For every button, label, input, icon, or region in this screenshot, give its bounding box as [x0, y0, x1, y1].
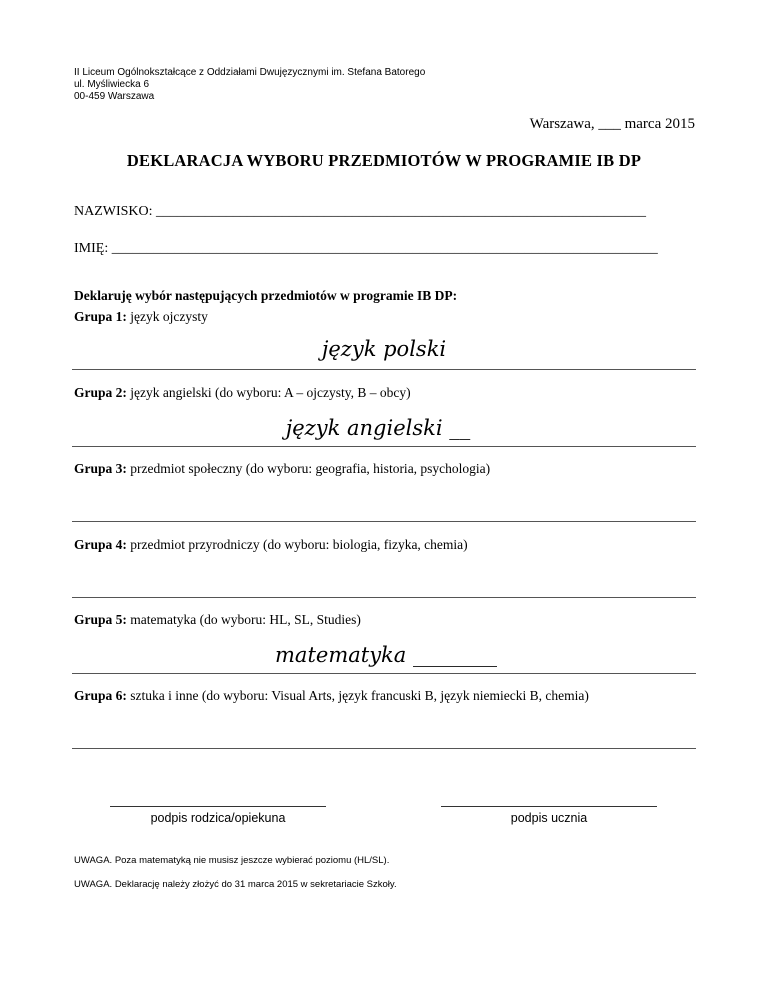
group-1-answer: język polski	[321, 337, 447, 361]
student-signature-caption: podpis ucznia	[510, 811, 588, 825]
group-5-answer: matematyka ________	[275, 643, 497, 667]
group-1-desc: język ojczysty	[126, 309, 208, 324]
school-name: II Liceum Ogólnokształcące z Oddziałami Dwujęzycznymi im. Stefana Batorego	[74, 67, 426, 78]
intro-text: Deklaruję wybór następujących przedmiotów w programie IB DP:	[74, 288, 458, 303]
group-6-title: Grupa 6:	[74, 688, 127, 703]
group-3-desc: przedmiot społeczny (do wyboru: geografia, historia, psychologia)	[126, 461, 491, 476]
note-2: UWAGA. Deklarację należy złożyć do 31 marca 2015 w sekretariacie Szkoły.	[74, 879, 397, 890]
group-4-title: Grupa 4:	[74, 537, 127, 552]
name-field: IMIĘ: ______________________________________________________________________________	[74, 241, 658, 256]
parent-signature-caption: podpis rodzica/opiekuna	[150, 811, 286, 825]
parent-signature-line	[110, 806, 326, 807]
group-2-label	[74, 385, 411, 401]
group-3-label	[74, 461, 490, 477]
school-address: ul. Myśliwiecka 6	[74, 79, 150, 90]
group-4-line	[72, 597, 696, 598]
group-5-desc: matematyka (do wyboru: HL, SL, Studies)	[126, 612, 361, 627]
note-1: UWAGA. Poza matematyką nie musisz jeszcze wybierać poziomu (HL/SL).	[74, 855, 390, 866]
group-4-label	[74, 537, 468, 553]
student-signature-line	[441, 806, 657, 807]
group-1-label	[74, 309, 208, 325]
group-2-line	[72, 446, 696, 447]
group-2-answer: język angielski __	[285, 416, 471, 440]
page-title: DEKLARACJA WYBORU PRZEDMIOTÓW W PROGRAMIE IB DP	[126, 151, 642, 170]
group-4-desc: przedmiot przyrodniczy (do wyboru: biologia, fizyka, chemia)	[126, 537, 468, 552]
group-6-label	[74, 688, 589, 704]
group-5-label	[74, 612, 361, 628]
group-1-title: Grupa 1:	[74, 309, 127, 324]
group-6-line	[72, 748, 696, 749]
group-1-line	[72, 369, 696, 370]
group-3-line	[72, 521, 696, 522]
group-6-desc: sztuka i inne (do wyboru: Visual Arts, język francuski B, język niemiecki B, chemia)	[126, 688, 589, 703]
school-city: 00-459 Warszawa	[74, 91, 155, 102]
group-5-line	[72, 673, 696, 674]
group-2-title: Grupa 2:	[74, 385, 127, 400]
surname-field: NAZWISKO: ______________________________________________________________________	[74, 204, 647, 219]
group-3-title: Grupa 3:	[74, 461, 127, 476]
group-5-title: Grupa 5:	[74, 612, 127, 627]
date-line: Warszawa, ___ marca 2015	[529, 116, 695, 132]
group-2-desc: język angielski (do wyboru: A – ojczysty, B – obcy)	[126, 385, 411, 400]
